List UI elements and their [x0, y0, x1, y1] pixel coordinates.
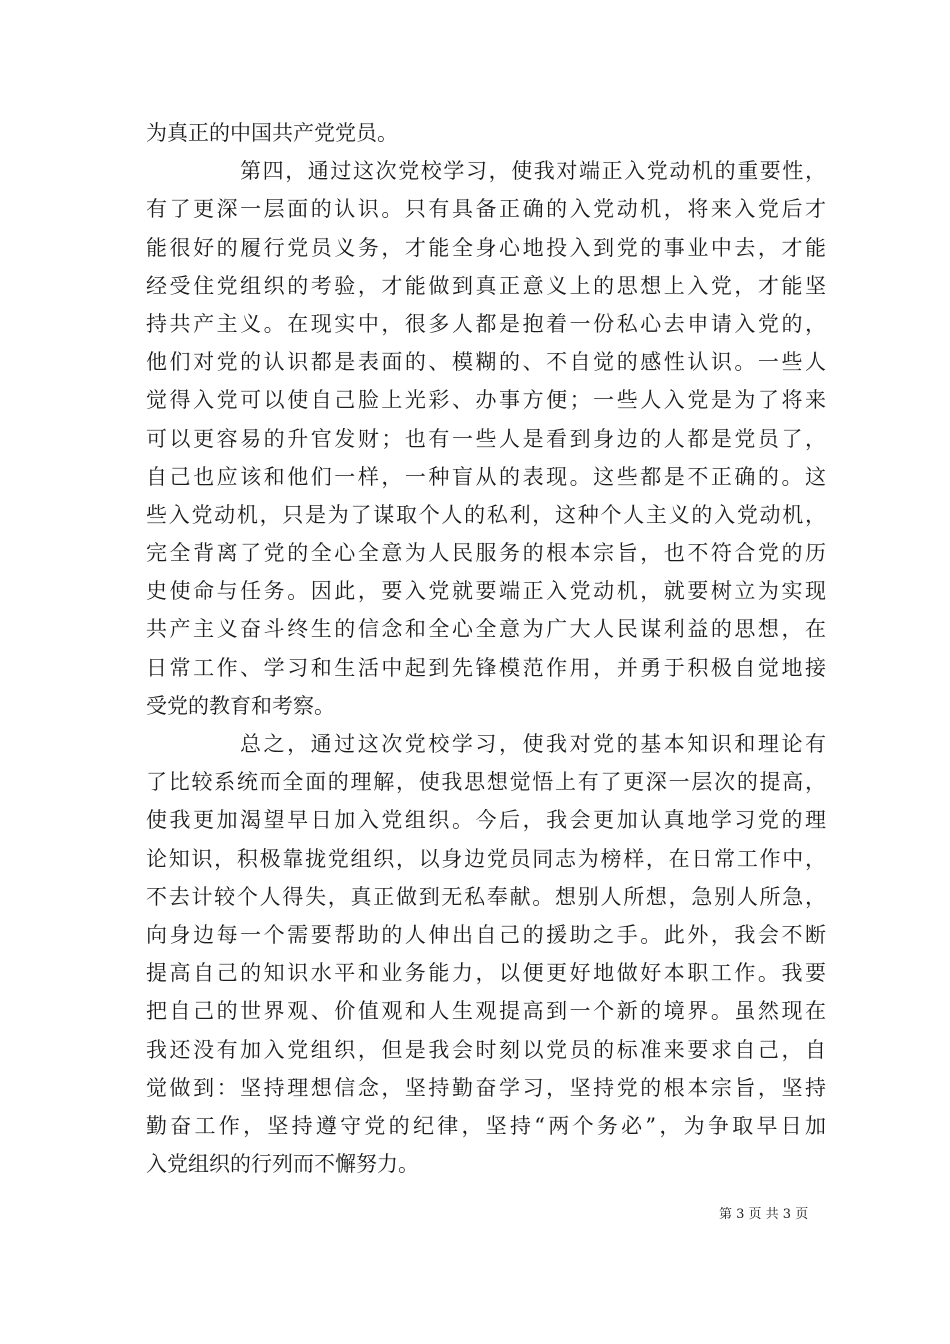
text-line: 些入党动机，只是为了谋取个人的私利，这种个人主义的入党动机， [146, 502, 826, 527]
text-line: 受党的教育和考察。 [146, 693, 335, 718]
text-line: 提高自己的知识水平和业务能力，以便更好地做好本职工作。我要 [146, 961, 826, 986]
text-line: 把自己的世界观、价值观和人生观提高到一个新的境界。虽然现在 [146, 999, 826, 1024]
text-line: 为真正的中国共产党党员。 [146, 121, 398, 145]
body-text [146, 114, 826, 1183]
text-line: 经受住党组织的考验，才能做到真正意义上的思想上入党，才能坚 [146, 273, 826, 298]
text-line: 不去计较个人得失，真正做到无私奉献。想别人所想，急别人所急， [146, 884, 826, 909]
text-line: 我还没有加入党组织，但是我会时刻以党员的标准来要求自己，自 [146, 1037, 826, 1062]
text-line: 共产主义奋斗终生的信念和全心全意为广大人民谋利益的思想，在 [146, 617, 826, 642]
text-line: 持共产主义。在现实中，很多人都是抱着一份私心去申请入党的， [146, 311, 826, 336]
text-line: 觉做到：坚持理想信念，坚持勤奋学习，坚持党的根本宗旨，坚持 [146, 1075, 826, 1100]
text-line: 勤奋工作，坚持遵守党的纪律，坚持“两个务必”，为争取早日加 [146, 1113, 826, 1138]
text-line: 向身边每一个需要帮助的人伸出自己的援助之手。此外，我会不断 [146, 922, 826, 947]
text-line: 日常工作、学习和生活中起到先锋模范作用，并勇于积极自觉地接 [146, 655, 826, 680]
text-line: 可以更容易的升官发财；也有一些人是看到身边的人都是党员了， [146, 426, 826, 451]
text-line: 觉得入党可以使自己脸上光彩、办事方便；一些人入党是为了将来 [146, 388, 826, 413]
text-line: 了比较系统而全面的理解，使我思想觉悟上有了更深一层次的提高， [146, 770, 826, 795]
text-line: 入党组织的行列而不懈努力。 [146, 1152, 419, 1177]
paragraph-start-line: 第四，通过这次党校学习，使我对端正入党动机的重要性， [240, 159, 826, 184]
paragraph-start-line: 总之，通过这次党校学习，使我对党的基本知识和理论有 [240, 732, 826, 756]
text-line: 能很好的履行党员义务，才能全身心地投入到党的事业中去，才能 [146, 235, 826, 260]
text-line: 他们对党的认识都是表面的、模糊的、不自觉的感性认识。一些人 [146, 350, 826, 375]
text-line: 论知识，积极靠拢党组织，以身边党员同志为榜样，在日常工作中， [146, 846, 826, 871]
text-line: 自己也应该和他们一样，一种盲从的表现。这些都是不正确的。这 [146, 464, 826, 489]
page-number: 第 3 页 共 3 页 [719, 1207, 809, 1222]
text-line: 史使命与任务。因此，要入党就要端正入党动机，就要树立为实现 [146, 579, 826, 604]
text-line: 有了更深一层面的认识。只有具备正确的入党动机，将来入党后才 [146, 197, 826, 222]
text-line: 完全背离了党的全心全意为人民服务的根本宗旨，也不符合党的历 [146, 541, 826, 566]
text-line: 使我更加渴望早日加入党组织。今后，我会更加认真地学习党的理 [146, 808, 826, 833]
